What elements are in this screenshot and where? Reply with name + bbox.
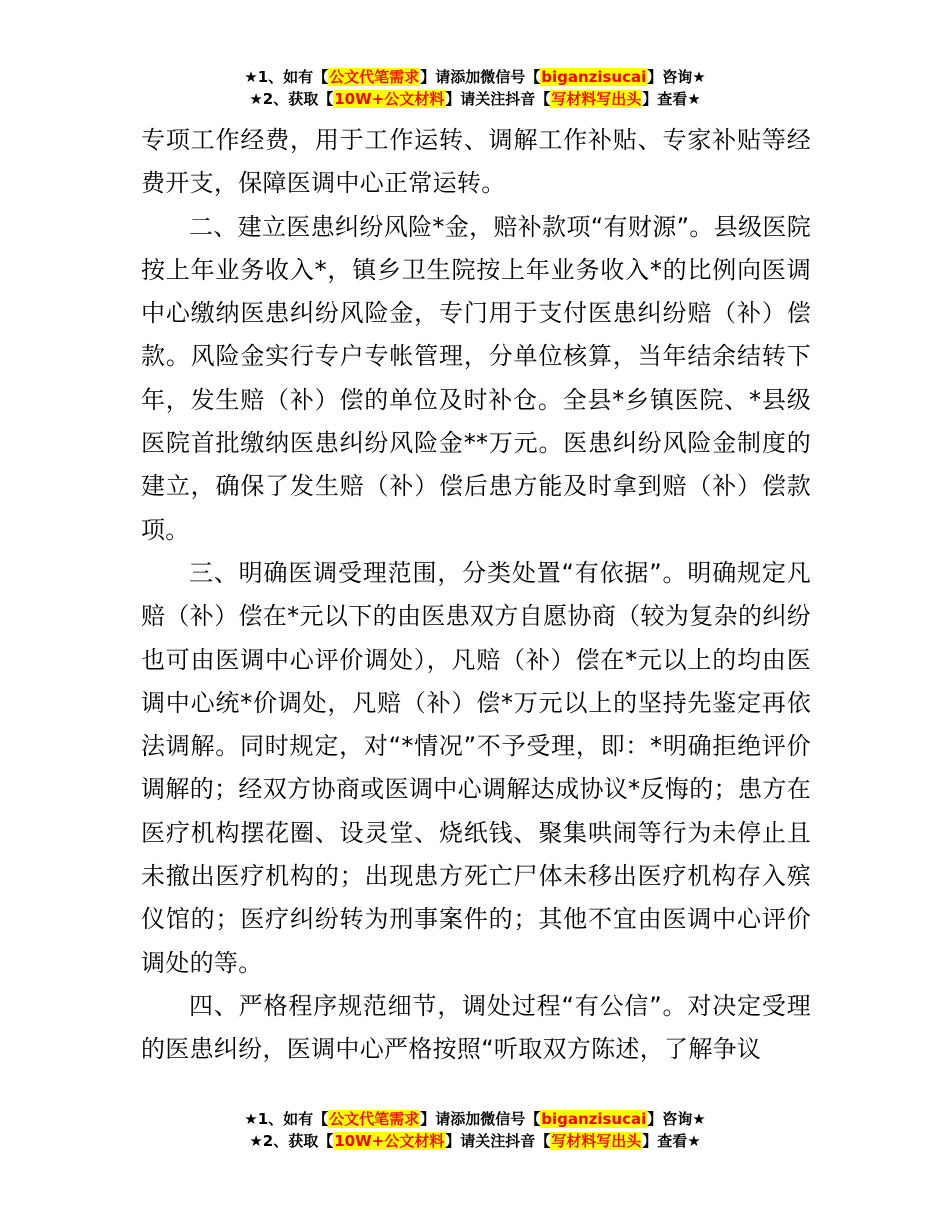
footer-line-2-prefix: ★2、获取【 <box>249 1132 334 1150</box>
header-line-1-suffix: 】咨询★ <box>647 68 706 86</box>
header-line-2-middle: 】请关注抖音【 <box>445 90 551 108</box>
footer-line-2-middle: 】请关注抖音【 <box>445 1132 551 1150</box>
header-highlight-materials: 10W+公文材料 <box>334 90 445 108</box>
header-highlight-wechat-id: biganzisucai <box>541 68 647 86</box>
footer-line-2-suffix: 】查看★ <box>642 1132 701 1150</box>
header-line-2-suffix: 】查看★ <box>642 90 701 108</box>
paragraph-risk-fund: 二、建立医患纠纷风险*金，赔补款项“有财源”。县级医院按上年业务收入*，镇乡卫生院按上年业务收入*的比例向医调中心缴纳医患纠纷风险金，专门用于支付医患纠纷赔（补）偿款。风险金实行专户专帐管理，分单位核算，当年结余结转下年，发生赔（补）偿的单位及时补仓。全县*乡镇医院、*县级医院首批缴纳医患纠纷风险金**万元。医患纠纷风险金制度的建立，确保了发生赔（补）偿后患方能及时拿到赔（补）偿款项。 <box>141 212 811 544</box>
footer-line-1-suffix: 】咨询★ <box>647 1110 706 1128</box>
header-line-1-prefix: ★1、如有【 <box>244 68 329 86</box>
footer-highlight-douyin-account: 写材料写出头 <box>551 1132 642 1150</box>
footer-highlight-materials: 10W+公文材料 <box>334 1132 445 1150</box>
footer-line-1-middle: 】请添加微信号【 <box>420 1110 541 1128</box>
header-line-2 <box>0 88 950 110</box>
paragraph-procedure: 四、严格程序规范细节，调处过程“有公信”。对决定受理的医患纠纷，医调中心严格按照“听取双方陈述，了解争议 <box>141 991 811 1064</box>
footer-line-1 <box>0 1108 950 1130</box>
document-body <box>141 119 811 1072</box>
header-line-2-prefix: ★2、获取【 <box>249 90 334 108</box>
header-line-1-middle: 】请添加微信号【 <box>420 68 541 86</box>
header-highlight-douyin-account: 写材料写出头 <box>551 90 642 108</box>
header-highlight-ghostwriting: 公文代笔需求 <box>329 68 420 86</box>
footer-banner <box>0 1108 950 1152</box>
header-line-1 <box>0 66 950 88</box>
header-banner <box>0 66 950 110</box>
paragraph-continuation: 专项工作经费，用于工作运转、调解工作补贴、专家补贴等经费开支，保障医调中心正常运转。 <box>141 126 811 198</box>
footer-line-1-prefix: ★1、如有【 <box>244 1110 329 1128</box>
paragraph-acceptance-scope: 三、明确医调受理范围，分类处置“有依据”。明确规定凡赔（补）偿在*元以下的由医患双方自愿协商（较为复杂的纠纷也可由医调中心评价调处），凡赔（补）偿在*元以上的均由医调中心统*价调处，凡赔（补）偿*万元以上的坚持先鉴定再依法调解。同时规定，对“*情况”不予受理，即：*明确拒绝评价调解的；经双方协商或医调中心调解达成协议*反悔的；患方在医疗机构摆花圈、设灵堂、烧纸钱、聚集哄闹等行为未停止且未撤出医疗机构的；出现患方死亡尸体未移出医疗机构存入殡仪馆的；医疗纠纷转为刑事案件的；其他不宜由医调中心评价调处的等。 <box>141 558 811 977</box>
footer-highlight-ghostwriting: 公文代笔需求 <box>329 1110 420 1128</box>
footer-line-2 <box>0 1130 950 1152</box>
footer-highlight-wechat-id: biganzisucai <box>541 1110 647 1128</box>
